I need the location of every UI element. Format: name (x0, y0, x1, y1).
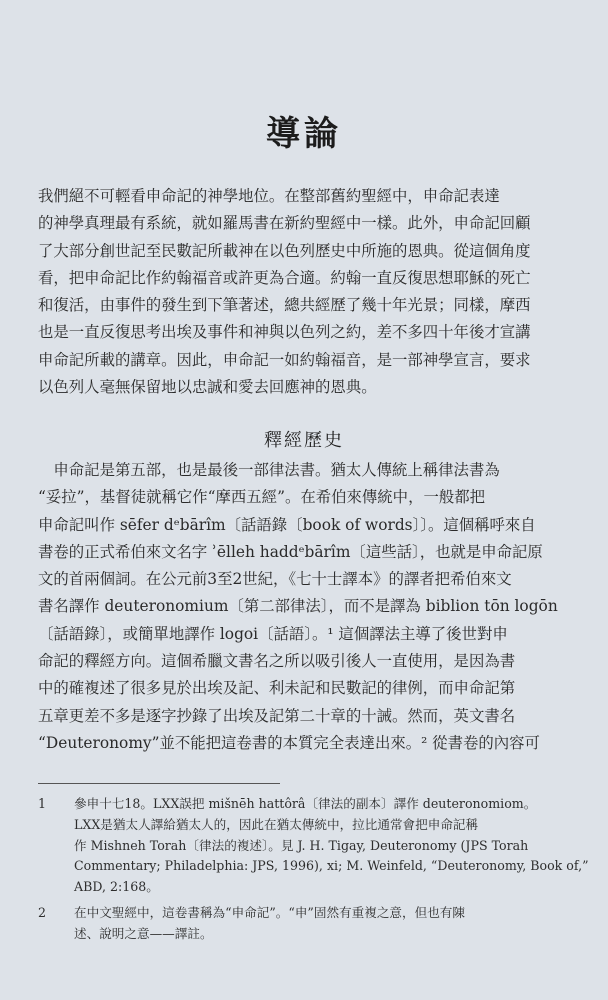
footnotes (38, 794, 589, 945)
footnote-line: Commentary; Philadelphia: JPS, 1996), xi; M. Weinfeld, “Deuteronomy, Book of,” (74, 858, 589, 874)
history-paragraph (38, 457, 570, 757)
footnote-line: LXX是猶太人譯給猶太人的，因此在猶太傳統中，拉比通常會把申命記稱 (74, 816, 479, 832)
footnote-line: 述、說明之意——譯註。 (74, 925, 213, 941)
intro-line: 申命記所載的講章。因此，申命記一如約翰福音，是一部神學宣言，要求 (38, 350, 531, 369)
history-line: “Deuteronomy”並不能把這卷書的本質完全表達出來。² 從書卷的內容可 (38, 733, 540, 752)
footnote-number: 1 (38, 796, 47, 811)
history-line: 書名譯作 deuteronomium〔第二部律法〕，而不是譯為 biblion tōn logōn (38, 597, 558, 616)
footnote-number: 2 (38, 904, 47, 920)
intro-line: 了大部分創世記至民數記所載神在以色列歷史中所施的恩典。從這個角度 (38, 241, 531, 260)
history-line: 申命記是第五部，也是最後一部律法書。猶太人傳統上稱律法書為 (38, 461, 500, 479)
footnote-line: 參申十七18。LXX誤把 mišnēh hattôrâ〔律法的副本〕譯作 deuteronomiom。 (74, 796, 537, 811)
footnote-line: 在中文聖經中，這卷書稱為“申命記”。“申”固然有重複之意，但也有陳 (74, 904, 465, 920)
history-line: “妥拉”，基督徒就稱它作“摩西五經”。在希伯來傳統中，一般都把 (38, 488, 486, 507)
intro-line: 和復活，由事件的發生到下筆著述，總共經歷了幾十年光景；同樣，摩西 (38, 296, 531, 315)
intro-line: 我們絕不可輕看申命記的神學地位。在整部舊約聖經中，申命記表達 (38, 187, 500, 205)
footnote-line: ABD, 2:168。 (74, 879, 159, 895)
history-line: 〔話語錄〕，或簡單地譯作 logoi〔話語〕。¹ 這個譯法主導了後世對申 (38, 624, 508, 643)
intro-line: 以色列人毫無保留地以忠誠和愛去回應神的恩典。 (38, 378, 377, 397)
history-line: 命記的釋經方向。這個希臘文書名之所以吸引後人一直使用，是因為書 (38, 652, 516, 671)
footnote-line: 作 Mishneh Torah〔律法的複述〕。見 J. H. Tigay, Deuteronomy (JPS Torah (74, 837, 529, 853)
intro-line: 看，把申命記比作約翰福音或許更為合適。約翰一直反復思想耶穌的死亡 (38, 268, 531, 287)
history-line: 書卷的正式希伯來文名字 ʾēlleh haddᵉbārîm〔這些話〕，也就是申命記原 (38, 542, 543, 561)
history-line: 五章更差不多是逐字抄錄了出埃及記第二十章的十誡。然而，英文書名 (38, 706, 516, 725)
footnote (38, 794, 589, 898)
footnote (38, 903, 578, 945)
intro-line: 的神學真理最有系統，就如羅馬書在新約聖經中一樣。此外，申命記回顧 (38, 214, 531, 233)
intro-paragraph (38, 183, 570, 401)
footnote-divider (38, 783, 280, 784)
history-line: 中的確複述了很多見於出埃及記、利未記和民數記的律例，而申命記第 (38, 679, 516, 698)
chapter-title: 導論 (266, 114, 342, 154)
intro-line: 也是一直反復思考出埃及事件和神與以色列之約，差不多四十年後才宣講 (38, 323, 531, 342)
history-line: 文的首兩個詞。在公元前3至2世紀，《七十士譯本》的譯者把希伯來文 (38, 570, 512, 589)
section-heading: 釋經歷史 (264, 430, 344, 451)
history-line: 申命記叫作 sēfer dᵉbārîm〔話語錄〔book of words〕〕。這個稱呼來自 (38, 515, 536, 534)
